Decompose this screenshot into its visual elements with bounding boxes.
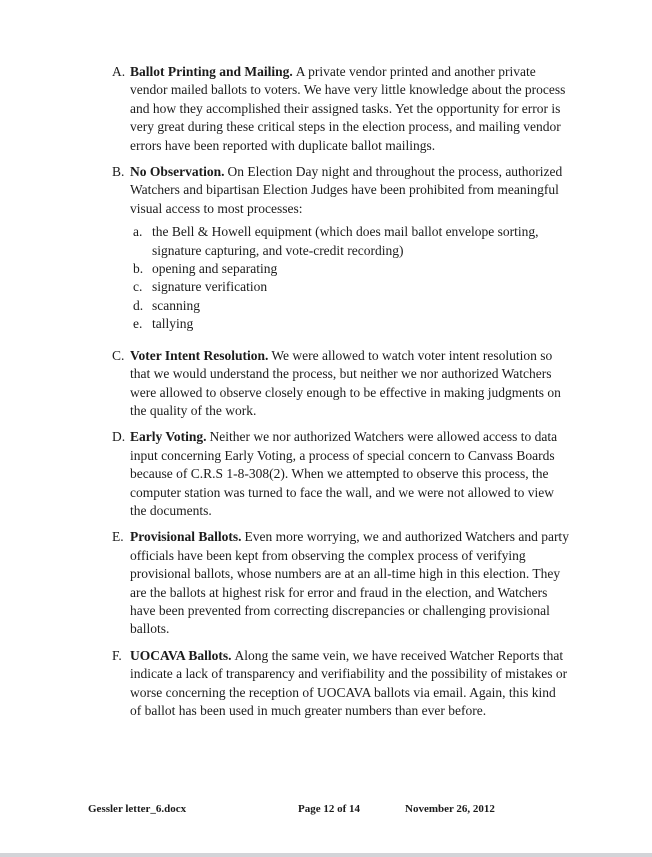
subitem-label: b.: [133, 261, 144, 277]
item-heading: Voter Intent Resolution.: [130, 347, 269, 363]
list-item-f: [112, 647, 570, 721]
item-text: [130, 647, 570, 721]
item-heading: Ballot Printing and Mailing.: [130, 64, 293, 79]
item-text: [130, 63, 570, 155]
item-label: C.: [112, 347, 125, 363]
subitem-text: the Bell & Howell equipment (which does mail ballot envelope sorting, signature capturing, and vote-credit recording): [152, 224, 539, 258]
item-label: E.: [112, 529, 124, 545]
item-heading: No Observation.: [130, 164, 225, 180]
sublist-item-d: [130, 297, 570, 315]
subitem-label: d.: [133, 297, 144, 313]
item-text: [130, 528, 570, 638]
item-label: F.: [112, 647, 122, 663]
subitem-text: tallying: [152, 316, 194, 332]
subitem-label: e.: [133, 316, 143, 332]
list-item-d: [112, 428, 570, 520]
sublist-item-a: [130, 223, 570, 260]
subitem-label: c.: [133, 279, 143, 295]
letter-list: [112, 63, 570, 728]
sublist-item-e: [130, 315, 570, 333]
item-label: D.: [112, 429, 126, 445]
item-heading: Provisional Ballots.: [130, 529, 242, 545]
sublist-item-b: [130, 260, 570, 278]
footer-date: November 26, 2012: [405, 803, 495, 815]
item-label: A.: [112, 64, 126, 79]
item-body: Even more worrying, we and authorized Watchers and party officials have been kept from observing the complex process of verifying provisional ballots, whose numbers are at an all-time high in this election. They are the ballots at highest risk for error and fraud in the election, and Watchers have been prevented from correcting discrepancies or challenging provisional ballots.: [130, 529, 569, 637]
item-body: Along the same vein, we have received Watcher Reports that indicate a lack of transparency and verifiability and the possibility of mistakes or worse concerning the reception of UOCAVA ballots via email. Again, this kind of ballot has been used in much greater numbers than ever before.: [130, 647, 568, 718]
item-text: [130, 347, 570, 421]
item-body: We were allowed to watch voter intent resolution so that we would understand the process, but neither we nor authorized Watchers were allowed to observe closely enough to be effective in making judgments on the quality of the work.: [130, 347, 561, 418]
list-item-b: [112, 163, 570, 339]
subitem-label: a.: [133, 224, 143, 240]
item-body: Neither we nor authorized Watchers were allowed access to data input concerning Early Voting, a process of special concern to Canvass Boards because of C.R.S 1-8-308(2). When we attempted to observe this process, the computer station was turned to face the wall, and we were not allowed to view the documents.: [130, 429, 558, 518]
subitem-text: signature verification: [152, 279, 268, 295]
list-item-a: [112, 63, 570, 155]
item-heading: Early Voting.: [130, 429, 207, 445]
item-label: B.: [112, 164, 125, 180]
footer-filename: Gessler letter_6.docx: [88, 803, 187, 815]
footer-page-number: Page 12 of 14: [298, 803, 361, 815]
item-body: A private vendor printed and another private vendor mailed ballots to voters. We have very little knowledge about the process and how they accomplished their assigned tasks. Yet the opportunity for error is very great during these critical steps in the election process, and mailing vendor errors have been reported with duplicate ballot mailings.: [130, 64, 566, 153]
item-body: On Election Day night and throughout the process, authorized Watchers and bipartisan Election Judges have been prohibited from meaningful visual access to most processes:: [130, 164, 563, 216]
sublist: [130, 223, 570, 333]
list-item-e: [112, 528, 570, 638]
item-heading: UOCAVA Ballots.: [130, 647, 232, 663]
page-footer: [0, 802, 652, 818]
subitem-text: opening and separating: [152, 261, 278, 277]
list-item-c: [112, 347, 570, 421]
item-text: [130, 163, 570, 339]
sublist-item-c: [130, 278, 570, 296]
viewer-bottom-edge: [0, 853, 652, 857]
subitem-text: scanning: [152, 297, 200, 313]
item-text: [130, 428, 570, 520]
